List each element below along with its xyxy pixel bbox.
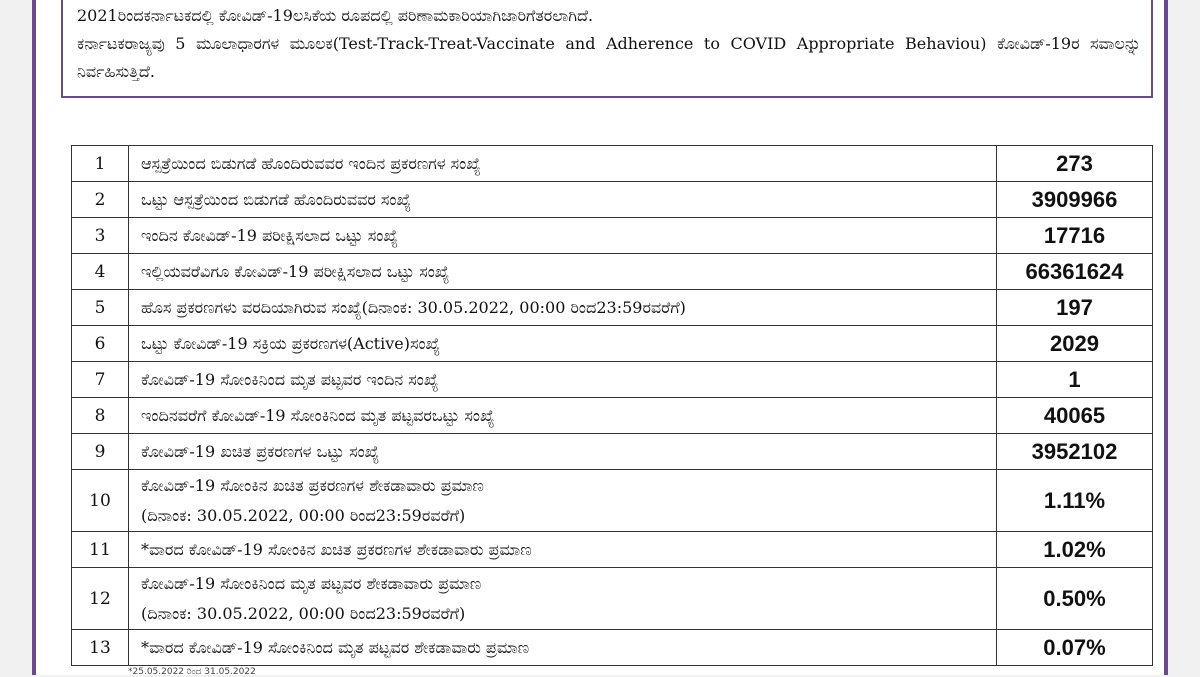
- row-description-line: ಆಸ್ಪತ್ರೆಯಿಂದ ಬಿಡುಗಡೆ ಹೊಂದಿರುವವರ ಇಂದಿನ ಪ್ರಕರಣಗಳ ಸಂಖ್ಯೆ: [141, 153, 481, 173]
- row-number: 9: [72, 434, 129, 470]
- row-description-line: *ವಾರದ ಕೋವಿಡ್-19 ಸೋಂಕಿನಿಂದ ಮೃತ ಪಟ್ಟವರ ಶೇಕಡಾವಾರು ಪ್ರಮಾಣ: [141, 637, 530, 657]
- footnote: *25.05.2022 ರಿಂದ 31.05.2022: [128, 667, 256, 677]
- row-description: [129, 398, 997, 434]
- row-description-line: ಹೊಸ ಪ್ರಕರಣಗಳು ವರದಿಯಾಗಿರುವ ಸಂಖ್ಯೆ(ದಿನಾಂಕ: 30.05.2022, 00:00 ರಿಂದ23:59ರವರೆಗೆ): [141, 297, 686, 317]
- row-description: [129, 470, 997, 532]
- row-value: 197: [997, 290, 1153, 326]
- row-description: [129, 146, 997, 182]
- row-value: 0.50%: [997, 568, 1153, 630]
- table-row: [72, 630, 1153, 666]
- row-description-line: *ವಾರದ ಕೋವಿಡ್-19 ಸೋಂಕಿನ ಖಚಿತ ಪ್ರಕರಣಗಳ ಶೇಕಡಾವಾರು ಪ್ರಮಾಣ: [141, 539, 532, 559]
- covid-stats-table: [71, 145, 1153, 666]
- document-page: [32, 0, 1168, 675]
- row-number: 11: [72, 532, 129, 568]
- row-description: [129, 568, 997, 630]
- row-number: 12: [72, 568, 129, 630]
- row-value: 3909966: [997, 182, 1153, 218]
- row-number: 1: [72, 146, 129, 182]
- row-number: 7: [72, 362, 129, 398]
- row-number: 13: [72, 630, 129, 666]
- table-row: [72, 254, 1153, 290]
- table-row: [72, 434, 1153, 470]
- row-number: 5: [72, 290, 129, 326]
- row-number: 4: [72, 254, 129, 290]
- row-description: [129, 326, 997, 362]
- table-row: [72, 362, 1153, 398]
- row-description-line: ಇಲ್ಲಿಯವರೆವಿಗೂ ಕೋವಿಡ್-19 ಪರೀಕ್ಷಿಸಲಾದ ಒಟ್ಟು ಸಂಖ್ಯೆ: [141, 261, 450, 281]
- table-row: [72, 218, 1153, 254]
- intro-line-1: 2021ರಿಂದಕರ್ನಾಟಕದಲ್ಲಿ ಕೋವಿಡ್-19ಲಸಿಕೆಯ ರೂಪದಲ್ಲಿ ಪರಿಣಾಮಕಾರಿಯಾಗಿಜಾರಿಗೆತರಲಾಗಿದೆ.: [77, 6, 594, 25]
- row-number: 3: [72, 218, 129, 254]
- row-description-line: ಕೋವಿಡ್-19 ಖಚಿತ ಪ್ರಕರಣಗಳ ಒಟ್ಟು ಸಂಖ್ಯೆ: [141, 441, 380, 461]
- row-description: [129, 362, 997, 398]
- table-row: [72, 146, 1153, 182]
- row-number: 6: [72, 326, 129, 362]
- row-description-line: ಕೋವಿಡ್-19 ಸೋಂಕಿನ ಖಚಿತ ಪ್ರಕರಣಗಳ ಶೇಕಡಾವಾರು ಪ್ರಮಾಣ: [141, 475, 484, 495]
- row-description-date: (ದಿನಾಂಕ: 30.05.2022, 00:00 ರಿಂದ23:59ರವರೆಗೆ): [141, 505, 466, 525]
- row-value: 3952102: [997, 434, 1153, 470]
- table-row: [72, 290, 1153, 326]
- table-row: [72, 470, 1153, 532]
- row-description-line: ಕೋವಿಡ್-19 ಸೋಂಕಿನಿಂದ ಮೃತ ಪಟ್ಟವರ ಇಂದಿನ ಸಂಖ್ಯೆ: [141, 369, 439, 389]
- row-description: [129, 218, 997, 254]
- row-description-line: ಒಟ್ಟು ಕೋವಿಡ್-19 ಸಕ್ರಿಯ ಪ್ರಕರಣಗಳ(Active)ಸಂಖ್ಯೆ: [141, 333, 441, 353]
- row-value: 40065: [997, 398, 1153, 434]
- row-value: 1.11%: [997, 470, 1153, 532]
- intro-box: [61, 0, 1153, 98]
- table-row: [72, 182, 1153, 218]
- row-value: 2029: [997, 326, 1153, 362]
- row-value: 66361624: [997, 254, 1153, 290]
- row-value: 17716: [997, 218, 1153, 254]
- row-description: [129, 182, 997, 218]
- row-description: [129, 434, 997, 470]
- row-value: 1: [997, 362, 1153, 398]
- row-value: 273: [997, 146, 1153, 182]
- row-description-line: ಇಂದಿನವರೆಗೆ ಕೋವಿಡ್-19 ಸೋಂಕಿನಿಂದ ಮೃತ ಪಟ್ಟವರಒಟ್ಟು ಸಂಖ್ಯೆ: [141, 405, 495, 425]
- row-number: 10: [72, 470, 129, 532]
- row-description-date: (ದಿನಾಂಕ: 30.05.2022, 00:00 ರಿಂದ23:59ರವರೆಗೆ): [141, 603, 466, 623]
- table-row: [72, 326, 1153, 362]
- intro-line-2: ಕರ್ನಾಟಕರಾಜ್ಯವು 5 ಮೂಲಾಧಾರಗಳ ಮೂಲಕ(Test-Track-Treat-Vaccinate and Adherence to COVID Appropriate Behaviou) ಕೋವಿಡ್-19ರ ಸವಾಲನ್ನು ನಿರ್ವಹಿಸುತ್ತಿದೆ.: [77, 34, 1141, 81]
- table-row: [72, 568, 1153, 630]
- row-description-line: ಒಟ್ಟು ಆಸ್ಪತ್ರೆಯಿಂದ ಬಿಡುಗಡೆ ಹೊಂದಿರುವವರ ಸಂಖ್ಯೆ: [141, 189, 411, 209]
- row-value: 1.02%: [997, 532, 1153, 568]
- row-description: [129, 532, 997, 568]
- row-description-line: ಇಂದಿನ ಕೋವಿಡ್-19 ಪರೀಕ್ಷಿಸಲಾದ ಒಟ್ಟು ಸಂಖ್ಯೆ: [141, 225, 398, 245]
- row-description: [129, 630, 997, 666]
- table-row: [72, 398, 1153, 434]
- row-description: [129, 254, 997, 290]
- row-value: 0.07%: [997, 630, 1153, 666]
- row-number: 2: [72, 182, 129, 218]
- row-number: 8: [72, 398, 129, 434]
- row-description-line: ಕೋವಿಡ್-19 ಸೋಂಕಿನಿಂದ ಮೃತ ಪಟ್ಟವರ ಶೇಕಡಾವಾರು ಪ್ರಮಾಣ: [141, 573, 482, 593]
- table-row: [72, 532, 1153, 568]
- row-description: [129, 290, 997, 326]
